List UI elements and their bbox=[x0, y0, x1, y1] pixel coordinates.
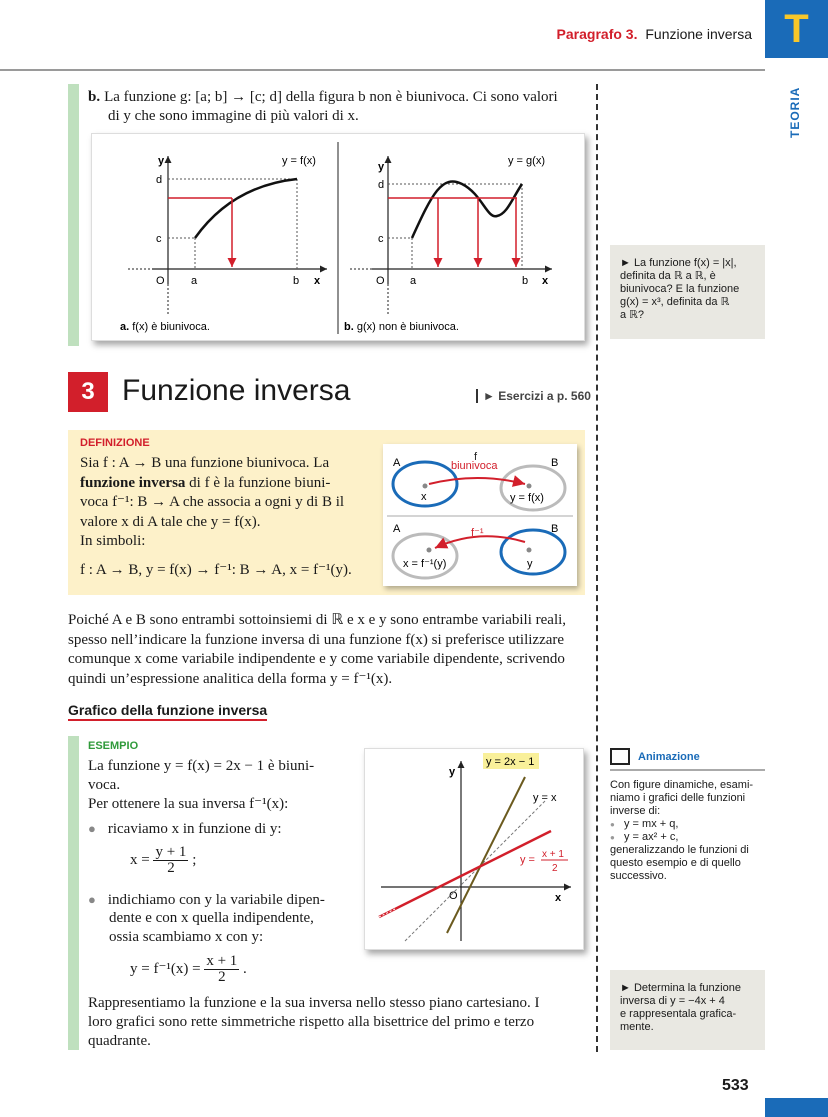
section-tab: T bbox=[765, 0, 828, 58]
animation-text3: inverse di: bbox=[610, 805, 661, 817]
green-margin-bar bbox=[68, 84, 79, 346]
bullet-icon: ● bbox=[88, 821, 96, 836]
animation-text5: questo esempio e di quello bbox=[610, 857, 741, 869]
definition-line4: valore x di A tale che y = f(x). bbox=[80, 513, 261, 530]
graph-b-caption bbox=[344, 321, 459, 333]
animation-text1: Con figure dinamiche, esami- bbox=[610, 779, 754, 791]
diagram-set-a-bottom bbox=[393, 534, 457, 578]
diagram-point-y bbox=[527, 484, 532, 489]
diagram-point-x2 bbox=[427, 548, 432, 553]
side-note-1-line1: ► La funzione f(x) = |x|, bbox=[620, 257, 737, 269]
graph-a-tick-c: c bbox=[156, 233, 162, 245]
example-line-f bbox=[447, 777, 525, 933]
graph-b-tick-b: b bbox=[522, 275, 529, 287]
subsection-title: Grafico della funzione inversa bbox=[68, 702, 267, 721]
animation-box[interactable] bbox=[610, 748, 765, 883]
graph-a-origin: O bbox=[156, 275, 165, 287]
eq2-numerator: x + 1 bbox=[206, 953, 238, 969]
figure-svg bbox=[92, 134, 586, 342]
example-closing bbox=[88, 994, 585, 1051]
definition-diagram-svg bbox=[383, 444, 577, 586]
definition-title: DEFINIZIONE bbox=[80, 437, 150, 449]
figure-graphs bbox=[91, 133, 585, 341]
exercises-link[interactable]: ► Esercizi a p. 560 bbox=[476, 389, 591, 403]
example-bullet1-text: ricaviamo x in funzione di y: bbox=[107, 821, 282, 837]
graph-a-caption bbox=[120, 321, 210, 333]
graph-b-tick-a: a bbox=[410, 275, 417, 287]
graph-b-origin: O bbox=[376, 275, 385, 287]
graph-a-func-label: y = f(x) bbox=[282, 155, 316, 167]
eq2-end: . bbox=[243, 960, 247, 977]
paragraph-label: Paragrafo 3. bbox=[556, 26, 638, 42]
running-header bbox=[557, 26, 752, 42]
eq1-fraction bbox=[153, 845, 188, 876]
bullet-icon: ● bbox=[88, 892, 96, 907]
example-origin: O bbox=[449, 890, 458, 902]
graph-a-tick-b: b bbox=[293, 275, 300, 287]
example-bullet2-line3: ossia scambiamo x con y: bbox=[109, 929, 264, 945]
example-line-inverse bbox=[379, 831, 551, 917]
example-eq2 bbox=[130, 954, 247, 985]
example-inverse-den: 2 bbox=[552, 863, 558, 874]
animation-header[interactable] bbox=[610, 748, 765, 771]
example-eq1 bbox=[130, 845, 196, 876]
side-note-2-line3: e rappresentala grafica- bbox=[620, 1008, 737, 1020]
definition-diagram bbox=[383, 444, 577, 586]
eq1-numerator: y + 1 bbox=[155, 844, 187, 860]
eq1-lhs: x = bbox=[130, 851, 150, 868]
animation-text6: successivo. bbox=[610, 870, 667, 882]
diagram-bottom-y: y bbox=[527, 558, 533, 570]
example-inverse-num: x + 1 bbox=[542, 849, 564, 860]
eq2-fraction bbox=[204, 954, 239, 985]
diagram-finv-label: f⁻¹ bbox=[471, 527, 484, 539]
side-note-1-line3: biunivoca? E la funzione bbox=[620, 283, 740, 295]
definition-line2: di f è la funzione biuni- bbox=[185, 474, 331, 491]
diagram-point-y2 bbox=[527, 548, 532, 553]
closing-line2: loro grafici sono rette simmetriche rispetto alla bisettrice del primo e terzo bbox=[88, 1014, 535, 1030]
graph-a-caption-letter: a. bbox=[120, 321, 130, 333]
graph-a-x-label: x bbox=[314, 275, 321, 287]
diagram-biunivoca-label: biunivoca bbox=[451, 460, 498, 472]
side-note-determina bbox=[610, 970, 765, 1050]
green-margin-bar-example bbox=[68, 736, 79, 1050]
animation-text bbox=[610, 779, 765, 883]
side-note-1-line4: g(x) = x³, definita da ℝ bbox=[620, 296, 730, 308]
graph-b bbox=[344, 155, 552, 333]
animation-item1: ● y = mx + q, bbox=[610, 818, 765, 831]
diagram-label-a2: A bbox=[393, 523, 401, 535]
paragraph-title: Funzione inversa bbox=[645, 26, 752, 42]
graph-a-caption-text: f(x) è biunivoca. bbox=[132, 321, 210, 333]
body-line1: Poiché A e B sono entrambi sottoinsiemi di ℝ e x e y sono entrambe variabili reali, bbox=[68, 612, 567, 628]
diagram-top-y: y = f(x) bbox=[510, 492, 544, 504]
section-number: 3 bbox=[68, 372, 108, 412]
diagram-top-x: x bbox=[421, 491, 427, 503]
eq2-lhs: y = f⁻¹(x) = bbox=[130, 960, 201, 977]
diagram-label-b: B bbox=[551, 457, 559, 469]
example-graph bbox=[364, 748, 584, 950]
side-note-2-line2: inversa di y = −4x + 4 bbox=[620, 995, 725, 1007]
eq1-denominator: 2 bbox=[167, 860, 175, 876]
definition-term: funzione inversa bbox=[80, 474, 186, 491]
example-line1: La funzione y = f(x) = 2x − 1 è biuni- bbox=[88, 758, 315, 774]
definition-line1: Sia f : A → B una funzione biunivoca. La bbox=[80, 455, 330, 471]
section-title: Funzione inversa bbox=[122, 374, 351, 407]
item-b-line1: La funzione g: [a; b] → [c; d] della figura b non è biunivoca. Ci sono valori bbox=[104, 89, 558, 105]
body-paragraph bbox=[68, 611, 585, 689]
diagram-label-b2: B bbox=[551, 523, 559, 535]
graph-b-func-label: y = g(x) bbox=[508, 155, 545, 167]
example-inverse-label: y = bbox=[520, 854, 535, 866]
graph-b-x-label: x bbox=[542, 275, 549, 287]
side-label: TEORIA bbox=[788, 86, 802, 138]
example-y-label: y bbox=[449, 766, 456, 778]
example-f-label: y = 2x − 1 bbox=[486, 756, 535, 768]
side-note-biunivoca bbox=[610, 245, 765, 339]
side-note-1-line5: a ℝ? bbox=[620, 309, 645, 321]
eq1-end: ; bbox=[192, 851, 197, 868]
page-number: 533 bbox=[722, 1077, 749, 1094]
graph-a-curve bbox=[195, 179, 297, 238]
diagram-f-label: f bbox=[474, 451, 478, 463]
graph-b-tick-d: d bbox=[378, 179, 385, 191]
body-line4: quindi un’espressione analitica della forma y = f⁻¹(x). bbox=[68, 670, 393, 687]
graph-a-tick-a: a bbox=[191, 275, 198, 287]
graph-b-tick-c: c bbox=[378, 233, 384, 245]
diagram-bottom-x: x = f⁻¹(y) bbox=[403, 558, 447, 570]
graph-a-y-label: y bbox=[158, 155, 165, 167]
example-bisector-label: y = x bbox=[533, 792, 557, 804]
header-rule bbox=[0, 69, 765, 71]
example-bisector bbox=[405, 801, 545, 941]
closing-line3: quadrante. bbox=[88, 1033, 151, 1049]
bottom-tab bbox=[765, 1098, 828, 1117]
graph-a bbox=[120, 142, 338, 334]
graph-b-curve bbox=[412, 181, 522, 238]
example-graph-svg bbox=[365, 749, 585, 951]
example-bullet2 bbox=[88, 890, 325, 910]
item-b-line2: di y che sono immagine di più valori di x. bbox=[108, 108, 359, 124]
body-line3: comunque x come variabile indipendente e y come variabile dipendente, scrivendo bbox=[68, 651, 565, 667]
diagram-point-x bbox=[423, 484, 428, 489]
animation-title[interactable]: Animazione bbox=[638, 750, 700, 763]
diagram-arrow-f bbox=[429, 478, 525, 484]
closing-line1: Rappresentiamo la funzione e la sua inversa nello stesso piano cartesiano. I bbox=[88, 995, 540, 1011]
graph-b-caption-letter: b. bbox=[344, 321, 354, 333]
column-divider bbox=[596, 84, 598, 1052]
item-b-text bbox=[88, 88, 588, 126]
example-bullet2-line2: dente e con x quella indipendente, bbox=[109, 910, 314, 926]
graph-b-caption-text: g(x) non è biunivoca. bbox=[356, 321, 459, 333]
definition-line5: In simboli: bbox=[80, 533, 146, 549]
diagram-label-a: A bbox=[393, 457, 401, 469]
side-note-1-line2: definita da ℝ a ℝ, è bbox=[620, 270, 716, 282]
graph-a-tick-d: d bbox=[156, 174, 163, 186]
example-line3: Per ottenere la sua inversa f⁻¹(x): bbox=[88, 796, 289, 812]
example-title: ESEMPIO bbox=[88, 740, 139, 752]
graph-b-y-label: y bbox=[378, 161, 385, 173]
definition-formula: f : A → B, y = f(x) → f⁻¹: B → A, x = f⁻¹(y). bbox=[80, 562, 352, 578]
eq2-denominator: 2 bbox=[218, 969, 226, 985]
animation-text4: generalizzando le funzioni di bbox=[610, 844, 749, 856]
example-line2: voca. bbox=[88, 777, 121, 793]
example-bullet2-line1: indichiamo con y la variabile dipen- bbox=[107, 892, 325, 908]
definition-text bbox=[80, 454, 363, 552]
side-note-2-line1: ► Determina la funzione bbox=[620, 982, 741, 994]
animation-item2: ● y = ax² + c, bbox=[610, 831, 765, 844]
item-b-label: b. bbox=[88, 89, 101, 105]
example-bullet1 bbox=[88, 819, 282, 839]
diagram-set-b-bottom bbox=[501, 530, 565, 574]
animation-icon[interactable] bbox=[610, 748, 630, 765]
definition-line3: voca f⁻¹: B → A che associa a ogni y di B il bbox=[80, 494, 345, 510]
body-line2: spesso nell’indicare la funzione inversa di una funzione f(x) si preferisce utilizzare bbox=[68, 631, 565, 648]
example-x-label: x bbox=[555, 892, 562, 904]
side-note-2-line4: mente. bbox=[620, 1021, 654, 1033]
animation-text2: niamo i grafici delle funzioni bbox=[610, 792, 746, 804]
